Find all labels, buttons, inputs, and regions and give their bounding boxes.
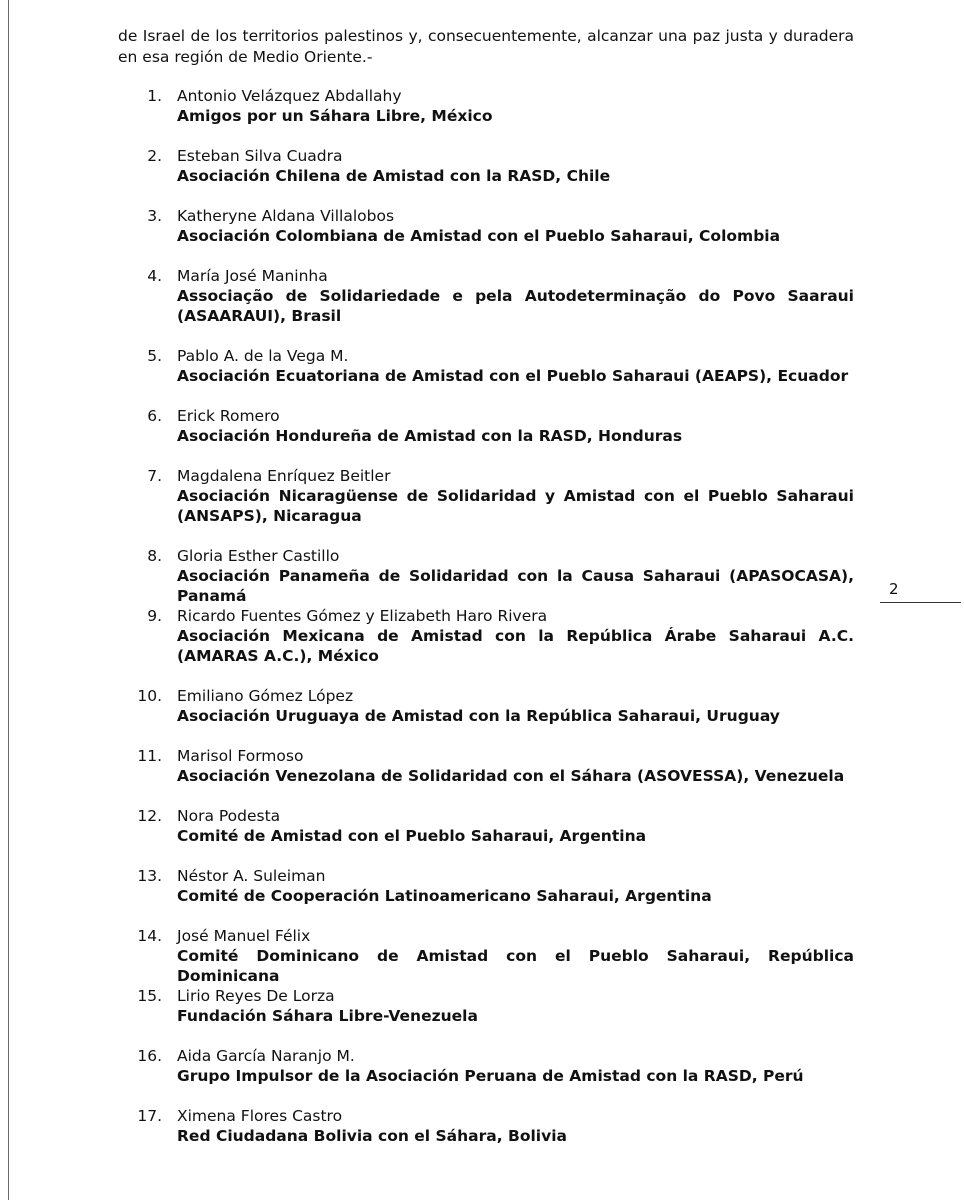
signatory-name: Néstor A. Suleiman <box>177 867 326 885</box>
signatory-name: José Manuel Félix <box>177 927 311 945</box>
signatory-name: Lirio Reyes De Lorza <box>177 987 335 1005</box>
signatory-number: 15. <box>137 987 162 1005</box>
signatory-item <box>0 406 964 466</box>
signatory-number: 14. <box>137 927 162 945</box>
signatory-name: Ricardo Fuentes Gómez y Elizabeth Haro Rivera <box>177 607 548 625</box>
signatory-item <box>0 686 964 746</box>
signatory-number: 9. <box>147 607 162 625</box>
signatory-name: Pablo A. de la Vega M. <box>177 347 349 365</box>
signatory-number: 11. <box>137 747 162 765</box>
signatory-organization: Red Ciudadana Bolivia con el Sáhara, Bolivia <box>177 1127 567 1145</box>
signatory-number: 4. <box>147 267 162 285</box>
signatory-organization: Comité Dominicano de Amistad con el Pueblo Saharaui, República Dominicana <box>177 947 854 985</box>
signatory-number: 12. <box>137 807 162 825</box>
intro-paragraph: de Israel de los territorios palestinos y, consecuentemente, alcanzar una paz justa y duradera en esa región de Medio Oriente.- <box>118 27 854 66</box>
signatory-item <box>0 986 964 1046</box>
signatory-organization: Grupo Impulsor de la Asociación Peruana de Amistad con la RASD, Perú <box>177 1067 804 1085</box>
signatory-number: 6. <box>147 407 162 425</box>
signatory-number: 10. <box>137 687 162 705</box>
signatory-name: Katheryne Aldana Villalobos <box>177 207 395 225</box>
signatory-name: Nora Podesta <box>177 807 281 825</box>
signatory-item <box>0 1046 964 1106</box>
signatory-number: 5. <box>147 347 162 365</box>
signatory-item <box>0 346 964 406</box>
signatory-organization: Asociación Nicaragüense de Solidaridad y Amistad con el Pueblo Saharaui (ANSAPS), Nicaragua <box>177 487 854 525</box>
signatory-item <box>0 86 964 146</box>
signatory-item <box>0 466 964 546</box>
signatory-organization: Comité de Cooperación Latinoamericano Saharaui, Argentina <box>177 887 712 905</box>
signatory-item <box>0 1106 964 1166</box>
signatory-item <box>0 146 964 206</box>
signatory-number: 13. <box>137 867 162 885</box>
signatory-organization: Associação de Solidariedade e pela Autodeterminação do Povo Saaraui (ASAARAUI), Brasil <box>177 287 854 325</box>
signatory-item <box>0 266 964 346</box>
signatory-item <box>0 606 964 686</box>
signatory-number: 17. <box>137 1107 162 1125</box>
signatory-number: 7. <box>147 467 162 485</box>
signatory-organization: Asociación Venezolana de Solidaridad con el Sáhara (ASOVESSA), Venezuela <box>177 767 845 785</box>
signatory-organization: Asociación Panameña de Solidaridad con la Causa Saharaui (APASOCASA), Panamá <box>177 567 854 605</box>
signatory-organization: Comité de Amistad con el Pueblo Saharaui, Argentina <box>177 827 647 845</box>
signatory-item <box>0 546 964 606</box>
signatory-organization: Asociación Mexicana de Amistad con la República Árabe Saharaui A.C. (AMARAS A.C.), México <box>177 627 854 665</box>
signatory-name: Emiliano Gómez López <box>177 687 354 705</box>
signatory-list <box>0 86 964 1166</box>
signatory-name: Magdalena Enríquez Beitler <box>177 467 391 485</box>
signatory-name: Antonio Velázquez Abdallahy <box>177 87 402 105</box>
signatory-item <box>0 926 964 986</box>
signatory-item <box>0 746 964 806</box>
signatory-organization: Asociación Uruguaya de Amistad con la República Saharaui, Uruguay <box>177 707 780 725</box>
signatory-item <box>0 206 964 266</box>
signatory-organization: Asociación Hondureña de Amistad con la RASD, Honduras <box>177 427 683 445</box>
signatory-name: Erick Romero <box>177 407 280 425</box>
signatory-number: 8. <box>147 547 162 565</box>
signatory-organization: Asociación Ecuatoriana de Amistad con el Pueblo Saharaui (AEAPS), Ecuador <box>177 367 849 385</box>
page-number-rule <box>880 602 961 603</box>
signatory-name: María José Maninha <box>177 267 328 285</box>
signatory-organization: Asociación Colombiana de Amistad con el Pueblo Saharaui, Colombia <box>177 227 781 245</box>
signatory-item <box>0 866 964 926</box>
signatory-number: 3. <box>147 207 162 225</box>
signatory-organization: Fundación Sáhara Libre-Venezuela <box>177 1007 478 1025</box>
signatory-name: Esteban Silva Cuadra <box>177 147 343 165</box>
signatory-number: 1. <box>147 87 162 105</box>
signatory-item <box>0 806 964 866</box>
signatory-name: Marisol Formoso <box>177 747 304 765</box>
signatory-number: 16. <box>137 1047 162 1065</box>
signatory-name: Ximena Flores Castro <box>177 1107 343 1125</box>
signatory-number: 2. <box>147 147 162 165</box>
signatory-name: Aida García Naranjo M. <box>177 1047 355 1065</box>
page-number: 2 <box>889 580 899 598</box>
signatory-organization: Amigos por un Sáhara Libre, México <box>177 107 493 125</box>
signatory-organization: Asociación Chilena de Amistad con la RASD, Chile <box>177 167 611 185</box>
signatory-name: Gloria Esther Castillo <box>177 547 340 565</box>
